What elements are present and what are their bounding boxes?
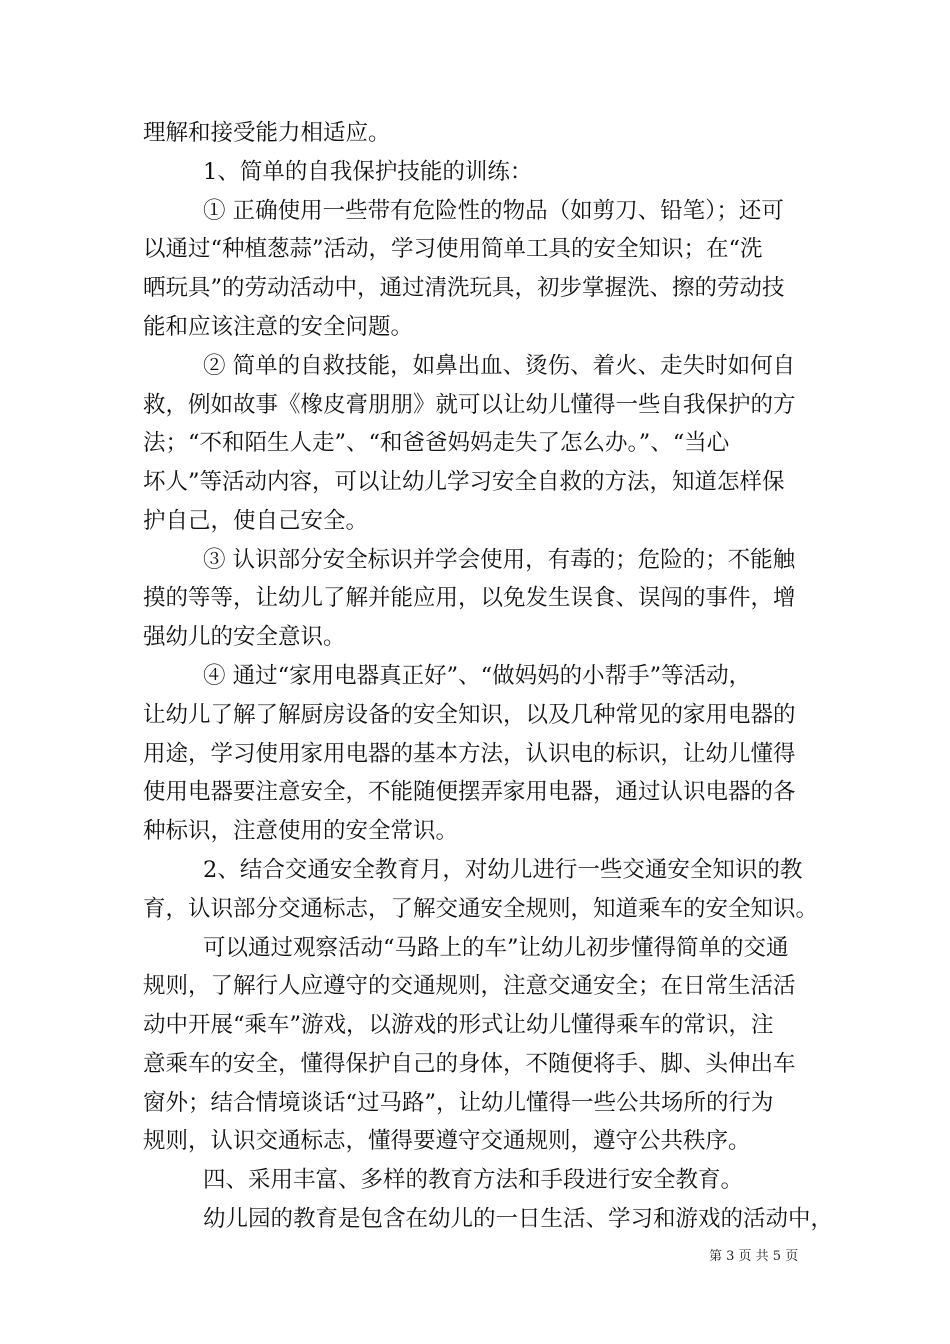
text-line: 救，例如故事《橡皮膏朋朋》就可以让幼儿懂得一些自我保护的方 — [143, 391, 796, 418]
text-line: 摸的等等，让幼儿了解并能应用，以免发生误食、误闯的事件，增 — [143, 585, 796, 612]
text-line: 规则，认识交通标志，懂得要遵守交通规则，遵守公共秩序。 — [143, 1128, 751, 1155]
text-line: 晒玩具”的劳动活动中，通过清洗玩具，初步掌握洗、擦的劳动技 — [143, 275, 785, 302]
text-line: 2、结合交通安全教育月，对幼儿进行一些交通安全知识的教 — [203, 856, 803, 883]
text-line: 规则，了解行人应遵守的交通规则，注意交通安全；在日常生活活 — [143, 973, 796, 1000]
text-line: 育，认识部分交通标志，了解交通安全规则，知道乘车的安全知识。 — [143, 895, 819, 922]
text-line: 窗外；结合情境谈话“过马路”，让幼儿懂得一些公共场所的行为 — [143, 1089, 774, 1116]
text-line: 四、采用丰富、多样的教育方法和手段进行安全教育。 — [203, 1167, 744, 1194]
text-line: 用途，学习使用家用电器的基本方法，认识电的标识，让幼儿懂得 — [143, 740, 796, 767]
text-line: 1、简单的自我保护技能的训练： — [203, 158, 533, 185]
text-line: 可以通过观察活动“马路上的车”让幼儿初步懂得简单的交通 — [203, 934, 789, 961]
text-line: 动中开展“乘车”游戏，以游戏的形式让幼儿懂得乘车的常识，注 — [143, 1012, 774, 1039]
text-line: 让幼儿了解了解厨房设备的安全知识，以及几种常见的家用电器的 — [143, 701, 796, 728]
text-line: 法；“不和陌生人走”、“和爸爸妈妈走失了怎么办。”、“当心 — [143, 430, 730, 457]
text-line: 意乘车的安全，懂得保护自己的身体，不随便将手、脚、头伸出车 — [143, 1050, 796, 1077]
text-line: ② 简单的自救技能，如鼻出血、烫伤、着火、走失时如何自 — [203, 352, 796, 379]
text-line: 以通过“种植葱蒜”活动，学习使用简单工具的安全知识；在“洗 — [143, 236, 763, 263]
text-line: 幼儿园的教育是包含在幼儿的一日生活、学习和游戏的活动中， — [203, 1206, 834, 1232]
text-line: 强幼儿的安全意识。 — [143, 624, 346, 651]
text-line: ④ 通过“家用电器真正好”、“做妈妈的小帮手”等活动， — [203, 663, 752, 689]
text-line: 种标识，注意使用的安全常识。 — [143, 818, 459, 845]
text-line: ③ 认识部分安全标识并学会使用，有毒的；危险的；不能触 — [203, 546, 796, 573]
text-line: ① 正确使用一些带有危险性的物品（如剪刀、铅笔）；还可 — [203, 197, 784, 224]
text-line: 能和应该注意的安全问题。 — [143, 313, 414, 340]
text-line: 理解和接受能力相适应。 — [143, 120, 391, 146]
page-footer: 第 3 页 共 5 页 — [709, 1249, 799, 1264]
text-line: 坏人”等活动内容，可以让幼儿学习安全自救的方法，知道怎样保 — [143, 469, 785, 496]
text-line: 护自己，使自己安全。 — [143, 507, 369, 534]
text-line: 使用电器要注意安全，不能随便摆弄家用电器，通过认识电器的各 — [143, 779, 796, 806]
